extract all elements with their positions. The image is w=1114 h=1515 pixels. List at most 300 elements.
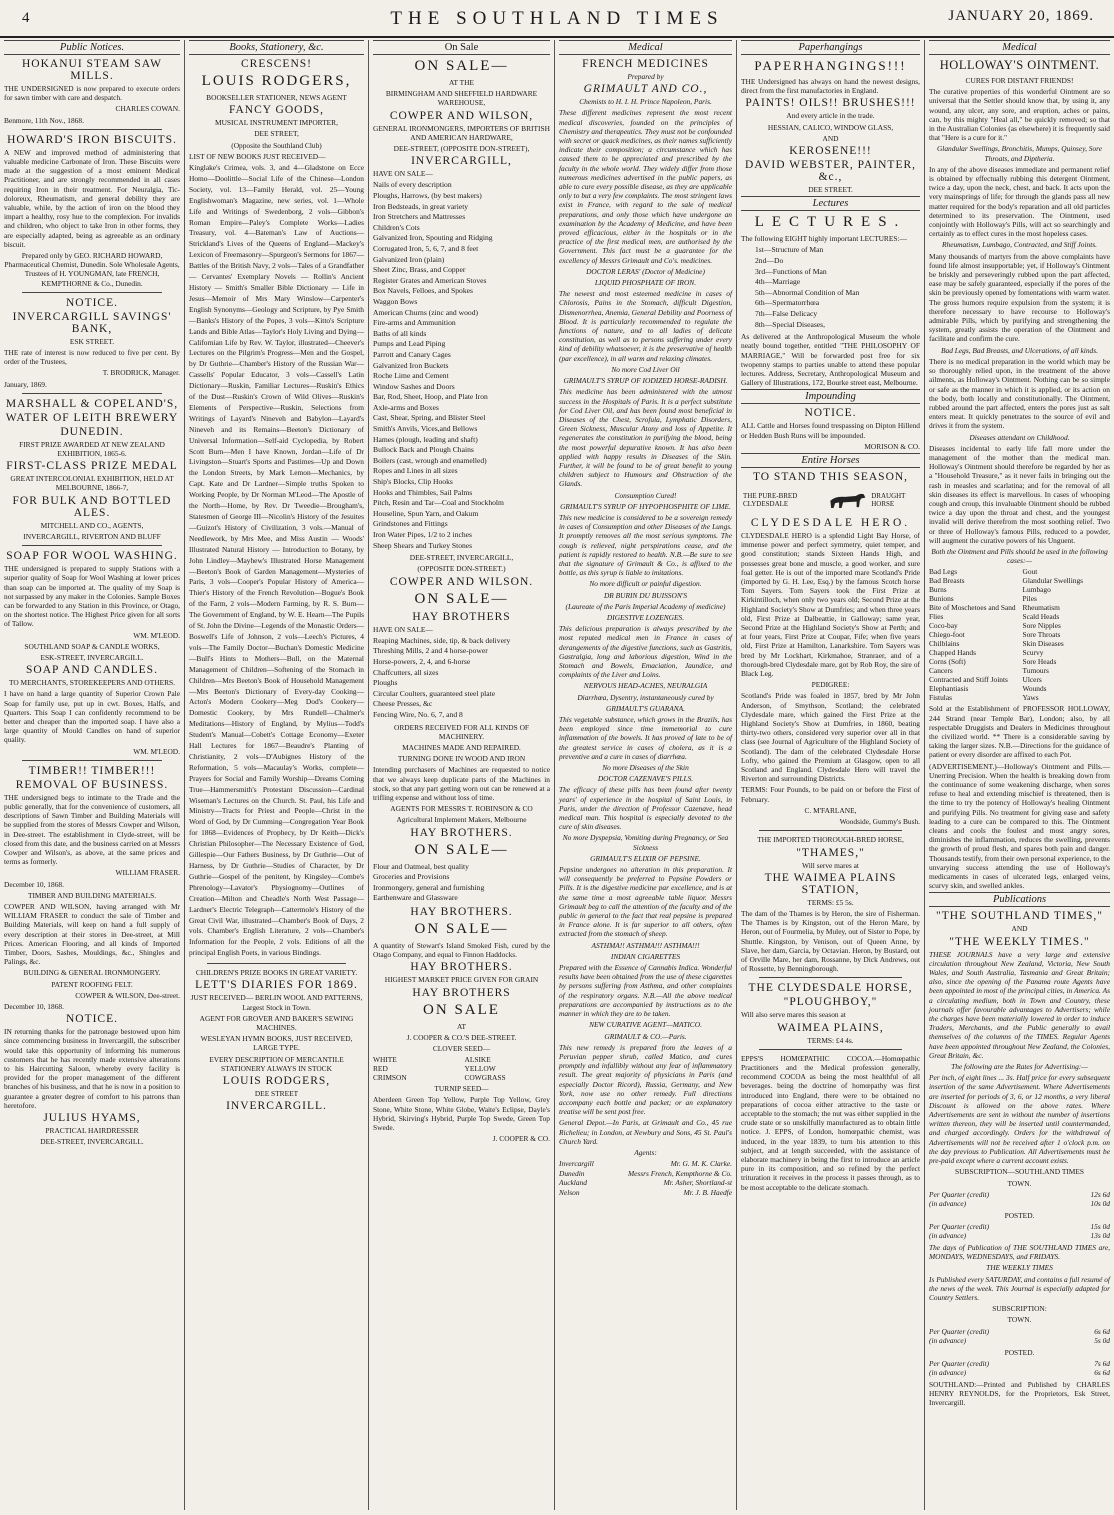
ad-body: The efficacy of these pills has been found after twenty years' of experience in the hospital of Saint Louis, in Paris, under the direction of Professor Cazenave, head medical man. This hospital is especially devoted to the cure of skin diseases. bbox=[559, 785, 732, 832]
table-cell: Mr. J. B. Haedfe bbox=[683, 1187, 732, 1197]
ad-line: (Opposite the Southland Club) bbox=[231, 140, 322, 150]
issue-date: JANUARY 20, 1869. bbox=[948, 8, 1094, 24]
table-cell: Per Quarter (credit) bbox=[929, 1326, 990, 1336]
ad-body: This medicine has been administered with the utmost success in the Hospitals of Paris. It is a perfect substitute for Cod Liver Oil, and has been found most beneficial in Diseases of the Chest, Scrofula, Lymphatic Disorders, Green Sickness, Muscular Atony and loss of Appetite. It regenerates the constitution in purifying the blood, being the most powerful depurative known. It has also been applied with happy results in Diseases of the Skin. Further, it will be found to be of great benefit to young children subject to Humours and Obstruction of the Glands. bbox=[559, 387, 732, 489]
ad-subtitle: GRIMAULT'S GUARANA. bbox=[605, 703, 686, 713]
table-cell: 12s 6d bbox=[1090, 1189, 1110, 1199]
divider bbox=[207, 963, 346, 964]
ad-subtitle: Glandular Swellings, Bronchitis, Mumps, Quinsey, Sore Throats, and Diptheria. bbox=[936, 144, 1103, 163]
shop-name: LOUIS RODGERS, bbox=[201, 73, 352, 89]
ad-line: AT bbox=[456, 1021, 467, 1031]
ad-line: AGENT FOR GROVER AND BAKER'S SEWING MACHINES. bbox=[199, 1013, 354, 1032]
ad-title: ON SALE— bbox=[414, 590, 509, 607]
list-item: 1st—Structure of Man bbox=[755, 245, 824, 255]
ad-subtitle: INDIAN CIGARETTES bbox=[610, 951, 681, 961]
list-item: Groceries and Provisions bbox=[373, 872, 450, 882]
ad-title: PATENT ROOFING FELT. bbox=[51, 979, 133, 989]
ad-subtitle: THE WEEKLY TIMES bbox=[986, 1263, 1053, 1273]
list-item: Bar, Rod, Sheet, Hoop, and Plate Iron bbox=[373, 392, 488, 402]
table-row bbox=[559, 1178, 732, 1188]
list-item: Ironmongery, general and furnishing bbox=[373, 882, 485, 892]
list-item: Galvanized Iron Buckets bbox=[373, 360, 449, 370]
list-item: COWGRASS bbox=[464, 1073, 506, 1083]
ad-date: December 10, 1868. bbox=[4, 1002, 64, 1012]
ad-line: No more Diseases of the Skin bbox=[602, 763, 689, 773]
list-item: Ploughs, Harrows, (by best makers) bbox=[373, 191, 482, 201]
table-cell: 13s 0d bbox=[1090, 1231, 1110, 1241]
divider bbox=[22, 129, 162, 130]
ad-subtitle: GRIMAULT'S SYRUP OF HYPOPHOSPHITE OF LIME. bbox=[560, 501, 731, 511]
ad-subtitle: NEW CURATIVE AGENT—MATICO. bbox=[589, 1020, 702, 1030]
table-cell: Per Quarter (credit) bbox=[929, 1358, 990, 1368]
ad-subtitle: DOCTOR LERAS' (Doctor of Medicine) bbox=[586, 266, 705, 276]
list-item: 8th—Special Diseases, bbox=[755, 319, 826, 329]
ad-signature: WILLIAM FRASER. bbox=[115, 868, 180, 878]
table-cell: Nelson bbox=[559, 1187, 580, 1197]
ad-line: SOUTHLAND SOAP & CANDLE WORKS, bbox=[24, 641, 160, 651]
ad-title: PAPERHANGINGS!!! bbox=[754, 58, 907, 73]
ad-line: J. COOPER & CO.'S DEE-STREET. bbox=[406, 1032, 517, 1042]
list-item: Ploughs bbox=[373, 678, 398, 688]
ailment-column bbox=[1023, 567, 1111, 702]
ad-line: TERMS: £4 4s. bbox=[807, 1035, 854, 1045]
horse-label-left: THE PURE-BRED CLYDESDALE bbox=[743, 492, 798, 508]
horse-illustration bbox=[743, 487, 918, 513]
table-cell: (in advance) bbox=[929, 1368, 967, 1378]
table-row bbox=[929, 1359, 1110, 1369]
ad-title: ON SALE— bbox=[414, 920, 509, 937]
list-item: Cheese Presses, &c bbox=[373, 699, 433, 709]
list-item: Fencing Wire, No. 6, 7, and 8 bbox=[373, 709, 463, 719]
list-item: Parrott and Canary Cages bbox=[373, 349, 451, 359]
ad-line: JUST RECEIVED— BERLIN WOOL AND PATTERNS, Largest Stock in Town. bbox=[190, 993, 363, 1012]
ad-line: Agricultural Implement Makers, Melbourne bbox=[396, 815, 527, 825]
ad-body: In any of the above diseases immediate and permanent relief is obtained by effectually rubbing this detergent Ointment, twice a day, upon the neck, chest, and back. It acts upon the very mainsprings of life; for through the glands pass all new matter required for the body's reparation and all old particles determined to its preservation. The Ointment, used conjointly with Holloway's Pills, will act so searchingly and certainly as to effect cures in the most hopeless cases. bbox=[929, 164, 1110, 239]
page-number: 4 bbox=[22, 10, 30, 26]
list-item: Chiego-foot bbox=[929, 630, 965, 640]
list-item: Chilblains bbox=[929, 639, 960, 649]
ad-body: Per inch, of eight lines ... 3s. Half price for every subsequent insertion of the same Advertisement. Where Advertisements are inserted for periods of 3, 6, or 12 months, a very liberal Discount is allowed on the above rates. Where Advertisements are sent in without the number of insertions written thereon, they will be inserted until countermanded, and charged accordingly. Orders for the withdrawal of Advertisements will not be received after 1 o'clock p.m. on the day previous to Publication. All Advertisements must be pre-paid except where a current account exists. bbox=[929, 1073, 1110, 1166]
ad-line: FIRST PRIZE AWARDED AT NEW ZEALAND EXHIBITION, 1865-6. bbox=[19, 439, 165, 459]
list-item: Scald Heads bbox=[1022, 612, 1060, 622]
ad-signature: Prepared only by GEO. RICHARD HOWARD, Pharmaceutical Chemist, Dunedin. Sole Wholesale Agents, Trustees of H. YOUNGMAN, late FRENCH, KEMPTHORNE & Co., Dunedin. bbox=[4, 251, 180, 288]
list-item: Tumours bbox=[1022, 666, 1049, 676]
ad-subtitle: GRIMAULT'S SYRUP OF IODIZED HORSE-RADISH. bbox=[563, 376, 728, 386]
list-item: American Churns (zinc and wood) bbox=[373, 307, 479, 317]
list-item: Sore Throats bbox=[1022, 630, 1061, 640]
ad-subtitle: SUBSCRIPTION: bbox=[992, 1304, 1047, 1314]
ad-signature: WM. M'LEOD. bbox=[133, 746, 180, 756]
ad-date: Benmore, 11th Nov., 1868. bbox=[4, 115, 84, 125]
list-item: Bad Legs bbox=[929, 567, 958, 577]
ad-line: INVERCARGILL. bbox=[226, 1100, 327, 1113]
ad-line: PAINTS! OILS!! BRUSHES!!! bbox=[745, 97, 916, 110]
ad-title: CRESCENS! bbox=[241, 58, 312, 70]
ad-body: Sold at the Establishment of PROFESSOR HOLLOWAY, 244 Strand (near Temple Bar), London; also, by all respectable Druggists and Dealers in Medicines throughout the civilized world. ** There is a considerable saving by taking the larger sizes. N.B.—Directions for the guidance of patient or every disorder are affixed to each Pot. bbox=[929, 704, 1110, 760]
table-cell: 10s 0d bbox=[1090, 1199, 1110, 1209]
list-item: Pumps and Lead Piping bbox=[373, 339, 446, 349]
ad-line: MACHINES MADE AND REPAIRED. bbox=[402, 742, 521, 752]
masthead bbox=[0, 0, 1114, 38]
ad-title: ON SALE bbox=[423, 1001, 500, 1018]
ad-line: No more difficult or painful digestion. bbox=[589, 579, 702, 589]
list-item: Wounds bbox=[1022, 684, 1047, 694]
list-item: Sore Heads bbox=[1022, 657, 1057, 667]
ad-line: BIRMINGHAM AND SHEFFIELD HARDWARE WAREHOUSE, bbox=[385, 89, 538, 108]
ad-body: The days of Publication of THE SOUTHLAND TIMES are, MONDAYS, WEDNESDAYS, and FRIDAYS. bbox=[929, 1242, 1110, 1262]
ad-title: TIMBER AND BUILDING MATERIALS. bbox=[27, 890, 157, 900]
ad-line: AND bbox=[1011, 924, 1028, 934]
ad-subtitle: HAVE ON SALE— bbox=[373, 624, 433, 634]
ad-title: ON SALE— bbox=[414, 58, 509, 74]
rates-table bbox=[929, 1222, 1110, 1241]
list-item: Fistulas bbox=[929, 693, 952, 703]
item-list bbox=[373, 180, 550, 551]
list-item: Baths of all kinds bbox=[373, 328, 427, 338]
column-medical-publications bbox=[924, 40, 1114, 1510]
ad-title: TIMBER!! TIMBER!!! bbox=[28, 764, 156, 777]
list-item: Piles bbox=[1022, 594, 1037, 604]
ad-title: HOWARD'S IRON BISCUITS. bbox=[7, 133, 177, 146]
ad-title: LECTURES. bbox=[754, 214, 907, 231]
section-header: Medical bbox=[559, 40, 732, 55]
horse-label-right: DRAUGHT HORSE bbox=[871, 492, 906, 508]
ad-subtitle: DOCTOR CAZENAVE'S PILLS. bbox=[597, 774, 694, 784]
list-item: Lumbago bbox=[1022, 585, 1051, 595]
ad-line: CHILDREN'S PRIZE BOOKS IN GREAT VARIETY. bbox=[195, 968, 358, 978]
lecture-list bbox=[741, 245, 920, 330]
item-list bbox=[373, 862, 550, 904]
list-item: CRIMSON bbox=[373, 1073, 407, 1083]
table-cell: (in advance) bbox=[929, 1231, 967, 1241]
list-item: Iron Bedsteads, in great variety bbox=[373, 201, 469, 211]
section-header: Public Notices. bbox=[4, 40, 180, 55]
ad-body: Aberdeen Green Top Yellow, Purple Top Yellow, Grey Stone, White Stone, White Globe, Waite's Eclipse, Dayle's Hybrid, Skirving's Hybrid, Purple Top Swede, Green Top Swede. bbox=[373, 1095, 550, 1132]
list-item: Hames (plough, leading and shaft) bbox=[373, 434, 478, 444]
section-header: On Sale bbox=[373, 40, 550, 55]
ad-line: PRACTICAL HAIRDRESSER bbox=[45, 1126, 139, 1136]
ad-subtitle: ESK STREET. bbox=[69, 336, 115, 346]
divider bbox=[22, 545, 162, 546]
ad-signature: C. M'FARLANE, bbox=[804, 805, 857, 815]
ad-signature: COWPER & WILSON, Dee-street. bbox=[75, 990, 180, 1000]
ad-line: DEE-STREET, INVERCARGILL. bbox=[40, 1137, 144, 1147]
ad-subtitle: Diseases attendant on Childhood. bbox=[969, 432, 1070, 442]
list-item: Sheet Zinc, Brass, and Copper bbox=[373, 265, 466, 275]
list-item: Chapped Hands bbox=[929, 648, 977, 658]
ad-line: POSTED. bbox=[1004, 1210, 1035, 1220]
ad-signature: LOUIS RODGERS, bbox=[222, 1075, 331, 1087]
table-row bbox=[929, 1327, 1110, 1337]
ad-title: REMOVAL OF BUSINESS. bbox=[15, 778, 169, 791]
ad-title: INVERCARGILL SAVINGS' BANK, bbox=[12, 310, 172, 335]
ad-subtitle: TURNIP SEED— bbox=[434, 1084, 489, 1094]
ad-line: POSTED. bbox=[1004, 1347, 1035, 1357]
ad-body: The dam of the Thames is by Heron, the sire of Fisherman. The Thames is by Kingston, out of the Heron Mare, by Heron, out of Fourmelia, by Muley, out of Sister to Pope, by Shuttle. Kingston, by Venison, out of Queen Anne, by Slave, her dam, Garcia, by Octavian. Heron, by Bustard, out of Orville Mare, her dam, Rossanne, by Dick Andrews, out of Rossette, by Benningborough. bbox=[741, 908, 920, 974]
ad-title: MARSHALL & COPELAND'S, bbox=[5, 397, 179, 410]
section-header: Books, Stationery, &c. bbox=[189, 40, 364, 55]
ad-line: And every article in the trade. bbox=[786, 111, 875, 121]
ad-body: Intending purchasers of Machines are requested to notice that we always keep duplicate parts of the Machines in stock, so that any part getting worn out can be renewed at a trifling expense and without loss of time. bbox=[373, 765, 550, 802]
ad-line: DEE-STREET, INVERCARGILL, bbox=[409, 553, 514, 563]
rates-table bbox=[929, 1190, 1110, 1209]
list-item: Bite of Moschetoes and Sand Flies bbox=[929, 603, 1016, 622]
table-cell: Auckland bbox=[559, 1178, 587, 1188]
clover-varieties bbox=[373, 1055, 550, 1082]
ad-title: SOAP AND CANDLES. bbox=[26, 664, 158, 677]
ad-line: FANCY GOODS, bbox=[228, 104, 325, 117]
ad-date: December 10, 1868. bbox=[4, 879, 64, 889]
list-item: 7th—False Delicacy bbox=[755, 308, 818, 318]
ad-body: Scotland's Pride was foaled in 1857, bred by Mr John Anderson, of Smythson, Scotland; the celebrated Clydesdale mare, which gained the First Prize at the Highland Society's Show at Dumfries, in 1860, beating thirty-two others, considered very superior over all in that class (see Journal of Agriculture of the Highland Society of Scotland). The dam of the celebrated Clydesdale Horse Lofty, who gained the Premium at Glasgow, open to all Scotland and England. Clydesdale Hero will travel the Riverton and surrounding Districts. bbox=[741, 691, 920, 784]
ad-body: This vegetable substance, which grows in the Brazils, has been employed since time immemorial to cure inflammation of the bowels. It has proved of late to be of the greatest service in cases of cholera, as it is a preventive and a cure in cases of diarrhœa. bbox=[559, 715, 732, 761]
item-list bbox=[373, 636, 550, 721]
column-paperhangings bbox=[736, 40, 924, 1510]
ad-line: No more Cod Liver Oil bbox=[611, 364, 680, 374]
ad-body: This delicious preparation is always prescribed by the most reputed medical men in France in cases of derangements of the digestive functions, such as Gastritis, Gastralgia, long and laborious digestion, Wind in the Stomach and Bowels, Emaciation, Jaundice, and complaints of the Liver and Loins. bbox=[559, 624, 732, 680]
list-item: Earthenware and Glassware bbox=[373, 893, 458, 903]
ad-subtitle: DR BURIN DU BUISSON'S bbox=[603, 590, 688, 600]
ad-title: ON SALE— bbox=[414, 841, 509, 858]
ad-title: HAY BROTHERS bbox=[412, 610, 511, 623]
column-public-notices bbox=[0, 40, 184, 1510]
table-cell: Per Quarter (credit) bbox=[929, 1221, 990, 1231]
ad-body: THE undersigned is prepared to supply Stations with a superior quality of Soap for Wool Washing at lower prices than soap can be imported at. The quality of my Soap is not surpassed by any maker in the Colonies. Sample Boxes can be forwarded to any Station in this Province, or Otago, on the shortest notice. The Highest Price given for all sorts of Tallow. bbox=[4, 564, 180, 629]
ad-signature: COWPER AND WILSON. bbox=[389, 575, 534, 588]
ad-line: GREAT INTERCOLONIAL EXHIBITION, HELD AT MELBOURNE, 1866-7, bbox=[10, 474, 174, 493]
ad-body: I have on hand a large quantity of Superior Crown Pale Soap for family use, put up in cwt. Boxes, Halfs, and Quarters. This Soap I can confidently recommend to be better and cheaper than the imported soap. I have also a large quantity of Mould Candles on hand of superior quality. bbox=[4, 689, 180, 745]
list-item: Elephantiasis bbox=[929, 684, 969, 694]
table-cell: (in advance) bbox=[929, 1336, 967, 1346]
ad-title: NOTICE. bbox=[65, 296, 119, 309]
column-on-sale bbox=[368, 40, 554, 1510]
list-item: Box Navels, Felloes, and Spokes bbox=[373, 286, 473, 296]
ad-title: NOTICE. bbox=[804, 407, 857, 420]
ad-body: Diseases incidental to early life fall more under the management of the mother than the medical man. Holloway's Ointment should therefore be regarded by her as a "Household Treasure," as it never fails in bringing out the rash in measles and scarlatina; and for the removal of all skin diseases its effect is marvellous. In cases of whooping cough and croup, this invaluable Ointment should be rubbed twice a day upon the throat and chest, and the youngest invalid will derive therefrom the most soothing relief. Two or three of Holloway's famous Pills, reduced to a powder, will augment the curative powers of his Unguent. bbox=[929, 443, 1110, 545]
ad-line: THE WAIMEA PLAINS STATION, bbox=[764, 871, 897, 896]
divider bbox=[759, 830, 902, 831]
list-item: Register Grates and American Stoves bbox=[373, 275, 487, 285]
ad-title: NOTICE. bbox=[65, 1013, 119, 1026]
list-item: Ulcers bbox=[1022, 675, 1042, 685]
column-books bbox=[184, 40, 368, 1510]
ad-line: EVERY DESCRIPTION OF MERCANTILE STATIONERY ALWAYS IN STOCK bbox=[209, 1054, 344, 1073]
list-item: Contracted and Stiff Joints bbox=[929, 675, 1008, 685]
list-item: WHITE bbox=[373, 1055, 397, 1065]
ad-subtitle: Agents: bbox=[634, 1147, 657, 1157]
ad-body: IN returning thanks for the patronage bestowed upon him since commencing business in Invercargill, the subscriber would take this opportunity of informing his numerous customers that he has recently made extensive alterations to his Haircutting Saloon, whereby every facility is provided for the proper management of the different branches of his business, and that he is now in a position to guarantee a greater degree of comfort to his patrons than heretofore. bbox=[4, 1027, 180, 1110]
list-item: Bad Breasts bbox=[929, 576, 965, 586]
list-item: Ship's Blocks, Clip Hooks bbox=[373, 477, 453, 487]
list-item: Circular Coulters, guaranteed steel plate bbox=[373, 688, 496, 698]
list-item: 5th—Abnormal Condition of Man bbox=[755, 287, 860, 297]
list-item: Bunions bbox=[929, 594, 954, 604]
section-header: Entire Horses bbox=[741, 453, 920, 468]
list-item: Houseline, Spun Yarn, and Oakum bbox=[373, 508, 479, 518]
list-item: 2nd—Do bbox=[755, 256, 784, 266]
ad-body: The curative properties of this wonderful Ointment are so universal that the Settler should know that, by using it, any wound, any ulcer, any sore, and eruption, aches or pains, can, by this mighty "Heal all," be quickly removed; so that in the Australian Colonies (as elsewhere) it is frequently said that "Here is a cure for it." bbox=[929, 87, 1110, 143]
ad-title: TO STAND THIS SEASON, bbox=[752, 471, 909, 483]
ad-line: FOR BULK AND BOTTLED ALES. bbox=[12, 494, 172, 519]
section-header: Impounding bbox=[741, 389, 920, 404]
ad-body: THE UNDERSIGNED is now prepared to execute orders for sawn timber with care and despatch. bbox=[4, 84, 180, 103]
ad-line: INVERCARGILL, bbox=[411, 155, 512, 168]
ailment-column bbox=[929, 567, 1017, 702]
list-item: Sheep Shears and Turkey Stones bbox=[373, 540, 473, 550]
ad-body: Prepared with the Essence of Cannabis Indica. Wonderful results have been obtained from the use of these cigarettes by persons suffering from Asthma, and other complaints of the respiratory organs. N.B.—All the above medical preparations are accompanied by instructions as to the manner in which they are to be taken. bbox=[559, 963, 732, 1019]
ad-subtitle: GRIMAULT'S ELIXIR OF PEPSINE. bbox=[590, 853, 701, 863]
list-item: Horse-powers, 2, 4, and 6-horse bbox=[373, 657, 471, 666]
ad-subtitle: NERVOUS HEAD-ACHES, NEURALGIA bbox=[583, 681, 708, 691]
ad-subtitle: TO MERCHANTS, STOREKEEPERS AND OTHERS. bbox=[8, 678, 176, 688]
ad-line: TOWN. bbox=[1007, 1178, 1032, 1188]
newspaper-title: THE SOUTHLAND TIMES bbox=[390, 8, 724, 29]
ad-line: THE IMPORTED THOROUGH-BRED HORSE, bbox=[757, 835, 904, 845]
ad-subtitle: DUNEDIN. bbox=[60, 425, 124, 438]
ad-title: THE CLYDESDALE HORSE, bbox=[748, 982, 913, 995]
ad-title: "PLOUGHBOY," bbox=[783, 996, 878, 1009]
list-item: 4th—Marriage bbox=[755, 277, 801, 287]
ad-subtitle: Bad Legs, Bad Breasts, and Ulcerations, of all kinds. bbox=[941, 345, 1098, 355]
list-item: 3rd—Functions of Man bbox=[755, 266, 827, 276]
section-header: Publications bbox=[929, 892, 1110, 907]
list-item: Yaws bbox=[1022, 693, 1039, 703]
column-medical bbox=[554, 40, 736, 1510]
ad-line: TOWN. bbox=[1007, 1315, 1032, 1325]
ad-line: BOOKSELLER STATIONER, NEWS AGENT bbox=[206, 93, 347, 102]
ad-subtitle: LIST OF NEW BOOKS JUST RECEIVED— bbox=[189, 151, 326, 161]
divider bbox=[759, 1049, 902, 1050]
ad-body: THE rate of interest is now reduced to five per cent. By order of the Trustees, bbox=[4, 348, 180, 367]
list-item: Iron Stretchers and Mattresses bbox=[373, 212, 466, 222]
imprint: SOUTHLAND:—Printed and Published by CHARLES HENRY REYNOLDS, for the Proprietors, Esk Street, Invercargill. bbox=[929, 1379, 1110, 1408]
ad-line: DEE STREET bbox=[254, 1089, 299, 1098]
table-cell: 6s 6d bbox=[1094, 1368, 1110, 1378]
list-item: Glandular Swellings bbox=[1022, 576, 1084, 586]
list-item: Pitch, Resin and Tar—Coal and Stockholm bbox=[373, 498, 504, 508]
clover-column bbox=[373, 1055, 459, 1082]
list-item: Bullock Back and Plough Chains bbox=[373, 445, 474, 455]
ad-subtitle: Both the Ointment and Pills should be used in the following cases:— bbox=[931, 546, 1108, 566]
ad-subtitle: ASTHMA!! ASTHMA!!! ASTHMA!!! bbox=[591, 940, 700, 950]
list-item: Boilers (cast, wrough and enamelled) bbox=[373, 455, 487, 465]
ad-line: DEE-STREET, (OPPOSITE DON-STREET), bbox=[393, 144, 530, 154]
ad-line: TERMS: £5 5s. bbox=[807, 897, 854, 907]
ad-signature: J. COOPER & CO. bbox=[492, 1134, 550, 1144]
table-row bbox=[559, 1159, 732, 1169]
ad-signature: HAY BROTHERS. bbox=[410, 826, 513, 839]
ad-line: Diarrhœa, Dysentry, instantaneously cured by bbox=[577, 692, 714, 702]
list-item: Ropes and Lines in all sizes bbox=[373, 466, 458, 476]
table-cell: 15s 0d bbox=[1090, 1221, 1110, 1231]
list-item: Grindstones and Fittings bbox=[373, 519, 448, 529]
ad-line: WESLEYAN HYMN BOOKS, JUST RECEIVED, LARGE TYPE. bbox=[200, 1034, 353, 1053]
list-item: Nails of every description bbox=[373, 180, 452, 190]
list-item: Axle-arms and Boxes bbox=[373, 402, 439, 412]
ad-signature: T. BRODRICK, Manager. bbox=[102, 368, 180, 378]
table-cell: (in advance) bbox=[929, 1199, 967, 1209]
ad-line: MUSICAL INSTRUMENT IMPORTER, bbox=[215, 118, 338, 128]
list-item: Scurvy bbox=[1022, 648, 1044, 658]
ad-body: The newest and most esteemed medicine in cases of Chlorosis, Pains in the Stomach, difficult Digestion, Dismenorrhea, Anemia, General Debility and Poorness of Blood. It is particularly recommended to regulate the functions of nature, and to all ladies of delicate constitution, as well as to persons suffering under every kind of debility whatsoever, it is the preservative of health (par excellence), in all warm and relaxing climates. bbox=[559, 289, 732, 363]
list-item: Skin Diseases bbox=[1022, 639, 1064, 649]
ad-title: "THAMES," bbox=[796, 846, 865, 859]
ad-line: ESK-STREET, INVERCARGILL. bbox=[40, 652, 144, 662]
ad-subtitle: WATER OF LEITH BREWERY bbox=[5, 411, 179, 424]
ad-title: HOLLOWAY'S OINTMENT. bbox=[939, 58, 1100, 72]
ad-line: DEE STREET. bbox=[808, 185, 853, 195]
divider bbox=[22, 760, 162, 761]
ad-line: No more Dyspepsia, Vomiting during Pregnancy, or Sea Sickness bbox=[562, 833, 729, 852]
ad-body: CLYDESDALE HERO is a splendid Light Bay Horse, of immense power and perfect symmetry, quiet temper, and good constitution; stands Sixteen Hands High, and possesses great bone and muscle, a good worker, and sure foal getter. He is out of the imported mare Scotland's Pride (imported by G. H. Lee, Esq.) by the famous Scotch horse Tom Sayers. Tom Sayers took the First Prize at Kirkintilloch, when only two years old; Second Prize at the Highland Society's Show at Dumfries; and when three years old, First Prize at Dalbeattie, in Galloway; same year, Second Prize at the Highland Society's Show at Perth; and at four years, First Prize at Coupar, Fife; when five years old, First Prize at Hamilton, Lanarkshire. Tom Sayers was bred by Mr Lockhart, Kirkmahoe, Stranraer, and of a thorough-bred Clydesdale mare, got by Rob Roy, the sire of Black Leg. bbox=[741, 531, 920, 679]
list-item: Window Sashes and Doors bbox=[373, 381, 455, 391]
ad-body: (ADVERTISEMENT.)—Holloway's Ointment and Pills.—Unerring Precision. When the health is breaking down from the continuance of some weakening discharge, when sores refuse to heal and extending mischief is threatened, then is the time to try the potency of Holloway's healing Ointment and purifying Pills. No treatment for giving ease and safety leading to a cure can be compared to this. The Ointment cleans and cools the foulest and most angry sores, diminishes the inflammation, reduces the swelling, prevents the growth of proud flesh, and spares both pain and danger. Thousands testify, from their own personal experience, to the unvarying success attending the use of Holloway's medicaments in cases of ulcerated legs, enlarged veins, scurvy skin, and swelled ankles. bbox=[929, 761, 1110, 891]
table-cell: Invercargill bbox=[559, 1159, 594, 1169]
list-item: 6th—Spermatorrhœa bbox=[755, 298, 820, 308]
ad-subtitle: Rheumatism, Lumbago, Contracted, and Stiff Joints. bbox=[942, 240, 1097, 250]
list-item: Roche Lime and Cement bbox=[373, 371, 449, 381]
rates-table bbox=[929, 1327, 1110, 1346]
ailment-table bbox=[929, 567, 1110, 702]
ad-body: As delivered at the Anthropological Museum the whole neatly bound together, entitled "THE PHILOSOPHY OF MARRIAGE," Will be forwarded post free for six twopenny stamps to parties unable to attend these popular lectures. Address, Secretary, Anthropological Museum and Gallery of Illustrations, 172, Bourke street east, Melbourne. bbox=[741, 332, 920, 388]
ad-title: FRENCH MEDICINES bbox=[582, 58, 709, 70]
ad-signature: HAY BROTHERS bbox=[412, 986, 511, 999]
ad-line: Chemists to H. I. H. Prince Napoleon, Paris. bbox=[579, 97, 712, 107]
ad-body: This new medicine is considered to be a sovereign remedy in cases of Consumption and other Diseases of the Lungs. It promptly removes all the most serious symptoms. The cough is relieved, night perspirations cease, and the patient is rapidly restored to health. N.B.—Be sure to see that the signature of Grimault & Co., is affixed to the bottle, as this syrup is liable to imitations. bbox=[559, 512, 732, 578]
table-row bbox=[929, 1199, 1110, 1209]
ad-line: Will serve mares at bbox=[802, 860, 859, 870]
divider bbox=[22, 292, 162, 293]
ad-title: COWPER AND WILSON, bbox=[389, 109, 534, 122]
ad-signature: HAY BROTHERS. bbox=[410, 961, 513, 974]
ad-title: SOAP FOR WOOL WASHING. bbox=[6, 550, 178, 563]
ad-line: Will also serve mares this season at bbox=[741, 1010, 846, 1020]
rates-table bbox=[929, 1359, 1110, 1378]
ad-body: TERMS: Four Pounds, to be paid on or before the First of February. bbox=[741, 785, 920, 804]
table-cell: 5s 0d bbox=[1094, 1336, 1110, 1346]
list-item: ALSIKE bbox=[464, 1055, 491, 1065]
ad-date: January, 1869. bbox=[4, 379, 47, 389]
ad-body: THE Undersigned has always on hand the newest designs, direct from the first manufactories in England. bbox=[741, 77, 920, 96]
ad-body: Many thousands of martyrs from the above complaints have found life almost insupportable; yet, if Holloway's Ointment be briskly and perseveringly rubbed upon the part affected, ease may be safely guaranteed, especially if the pores of the skin be previously opened by fomentations with warm water. The gross humors require expulsion from the system; it is therefore necessary to have recourse to Holloway's admirable Pills, which by purifying and strengthening the system, greatly assists the operation of the Ointment and facilitate and confirm the cure. bbox=[929, 251, 1110, 344]
ad-signature: MORISON & CO. bbox=[864, 441, 920, 451]
ad-title: BUILDING & GENERAL IRONMONGERY. bbox=[23, 968, 161, 978]
table-row bbox=[929, 1336, 1110, 1346]
ad-title: HOKANUI STEAM SAW MILLS. bbox=[21, 58, 163, 82]
ad-line: DEE STREET, bbox=[254, 129, 299, 139]
ad-subtitle: CLOVER SEED— bbox=[432, 1043, 491, 1053]
table-row bbox=[929, 1231, 1110, 1241]
ad-line: INVERCARGILL, RIVERTON AND BLUFF bbox=[23, 531, 161, 541]
list-item: Waggon Bows bbox=[373, 296, 418, 306]
table-cell: Messrs French, Kempthorne & Co. bbox=[627, 1168, 732, 1178]
ad-subtitle: CURES FOR DISTANT FRIENDS! bbox=[965, 76, 1074, 85]
list-item: Fire-arms and Ammunition bbox=[373, 318, 456, 328]
ad-line: WAIMEA PLAINS, bbox=[777, 1021, 884, 1034]
section-header: Lectures bbox=[741, 196, 920, 211]
ad-body: THE undersigned begs to intimate to the Trade and the public generally, that for the convenience of customers, all descriptions of Sawn Timber and Building Materials will be supplied from the stores of Messrs Cowper and Wilson, in Dee-street. The establishment in Clyde-street, will be closed from this date, and the business carried on at Messrs Cowper and Wilson's, as above, at the same prices and terms as formerly. bbox=[4, 792, 180, 867]
book-list: Kinglake's Crimea, vols. 3, and 4—Gladstone on Ecce Homo—Doolittle—Social Life of the Chinese—London Society, vol. 13—Family Herald, vol. 25—Young Englishwoman's Magazine, new series, vol. 1—Whole Life and Writings of Swedenborg, 2 vols—Gibbon's Roman Empire—Paley's Complete Works—Ladies Treasury, vol. 4—Bateman's Law of Auctions—Strickland's Lives of the Queens of England—Mackey's Lexicon of Freemasonry—Spurgeon's Sermons for 1867—Battles of the British Navy, 2 vols—Tales of a Grandfather — Cervantes' Exemplary Novels — Rollin's Ancient History — Smith's Smaller Bible Dictionary — Life in Jesus—Memoir of Mrs Mary Winslow—Carpenter's English Synonyms—Geology and Scripture, by Pye Smith—Banks's History of the Popes, 3 vols—Kitto's Scripture Lands and Bible Atlas—Taylor's Holy Living and Dying—Californian Life by Rev. W. Taylor, illustrated—Cheever's Lectures on the Pilgrim's Progress—Men and the Gospel, by Dr Guthrie—Chamber's History of the Russian War—Cassells' Popular Educator, 3 vols—Cassell's Latin Dictionary—Ruskin, Familiar Lectures—Ruskin's Ethics of the Dust—Ruskin's Crown of Wild Olives—Ruskin's Elements of Perspective—Ruskin, Selections from Writings of Layard's Nineveh and Babylon—Layard's Nineveh and its Remains—Beeton's Dictionary of Universal Information—Self-aid Cyclopedia, by Robert Scott Burn—Men I have Known, Jordan—Life of Dr Livingston—Stuart's Sports and Pastimes—Up and Down the London Streets, by Mark Lemon—Mechanics, by Capt. Kate and Dr Lardner—Simple truths Spoken to Working People, by Dr Norman M'Leod—The Apostle of the North—Home, by Rev. Dr Tweedie—Brougham's, Statesmen of George III—Nicolin's History of the Jesuites—Guizot's History of Civilization, 3 vols.—Manual of Needlework, by Mrs Mee, and Miss Austin — Woods' Illustrated Natural History — Introduction to Botany, by John Lindley—Mayhew's Illustrated Horse Management—Beeton's Book of Garden Management—Mysteries of Paris, 3 vols—Cooper's Popular History of America—Thier's History of the French Revolution—Bogue's Book of the Farm, 2 vols—Modern Farming, by R. S. Burn—The Government of England, by W. E. Hearn—The Pupils of St. John the Divine—Legends of the Monastic Orders—Boswell's Life of Johnson, 2 vols—Leech's Pictures, 4 vols—The Family Doctor—Buchan's Domestic Medicine—Bull's Hints to Mothers—Bull, on the Maternal Management of Children—Softening of the Stomach in Children—Mrs Beeton's Book of Household Management—Mrs Beeton's Dictionary of Every-day Cooking—Acton's Modern Cookery—Meg Dod's Cookery—Domestic Cookery, by Mrs Rundell—Chalmer's Meditations—History of England, by Mylius—Todd's Student's Manual—Cobett's Cottage Economy—Exeter Hall Lectures for 1867—Beaudre's Planting of Christianity, 2 vols—D'Aubignes History of the Reformation, 5 vols—Macaulay's Works, complete—Prayers for Social and Family Worship—Dreams Coming True—Hammersmith's Protestant Discussion—Cardinal Wiseman's Lectures on the Church. St. Paul, his Life and Ministry—Tracts for Priest and People—Christ in the Word of God, by Dr Cumming—Congregation Year Book for 1868—Evidences of Prophecy, by Dr Keith—Dick's Christian Philosopher—The Necessary Existence of God, Gillespie—Our Fathers Business, by Dr Guthrie—Out of Harness, by Dr Guthrie—Studies of Character, by Dr Guthrie—Gospel of the penitent, by Kingsley—Combe's Phrenology—Lavator's Physiognomy—Outlines of Creation—Milton and Cheadle's North West Passage—Lardner's Electric Telegraph—Cattermole's History of the Great Civil War, illustrated—Chamber's Book of Days, 2 vols. Chamber's English Literature, 2 vols—Chamber's Information for the People, 2 vols. Editions of all the principal English Poets, in various Bindings. bbox=[189, 163, 364, 958]
list-item: Gout bbox=[1022, 567, 1038, 577]
list-item: Smith's Anvils, Vices,and Bellows bbox=[373, 424, 478, 434]
ad-title: CLYDESDALE HERO. bbox=[750, 517, 911, 529]
ad-subtitle: LIQUID PHOSPHATE OF IRON. bbox=[594, 278, 697, 288]
ad-body: ALL Cattle and Horses found trespassing on Dipton Hillend or Hedden Bush Runs will be impounded. bbox=[741, 421, 920, 440]
list-item: Hooks and Thimbles, Sail Palms bbox=[373, 487, 473, 497]
ad-line: GENERAL IRONMONGERS, IMPORTERS OF BRITISH AND AMERICAN HARDWARE, bbox=[373, 123, 550, 142]
table-cell: 6s 6d bbox=[1094, 1326, 1110, 1336]
ad-line: KEROSENE!!! bbox=[789, 145, 872, 158]
